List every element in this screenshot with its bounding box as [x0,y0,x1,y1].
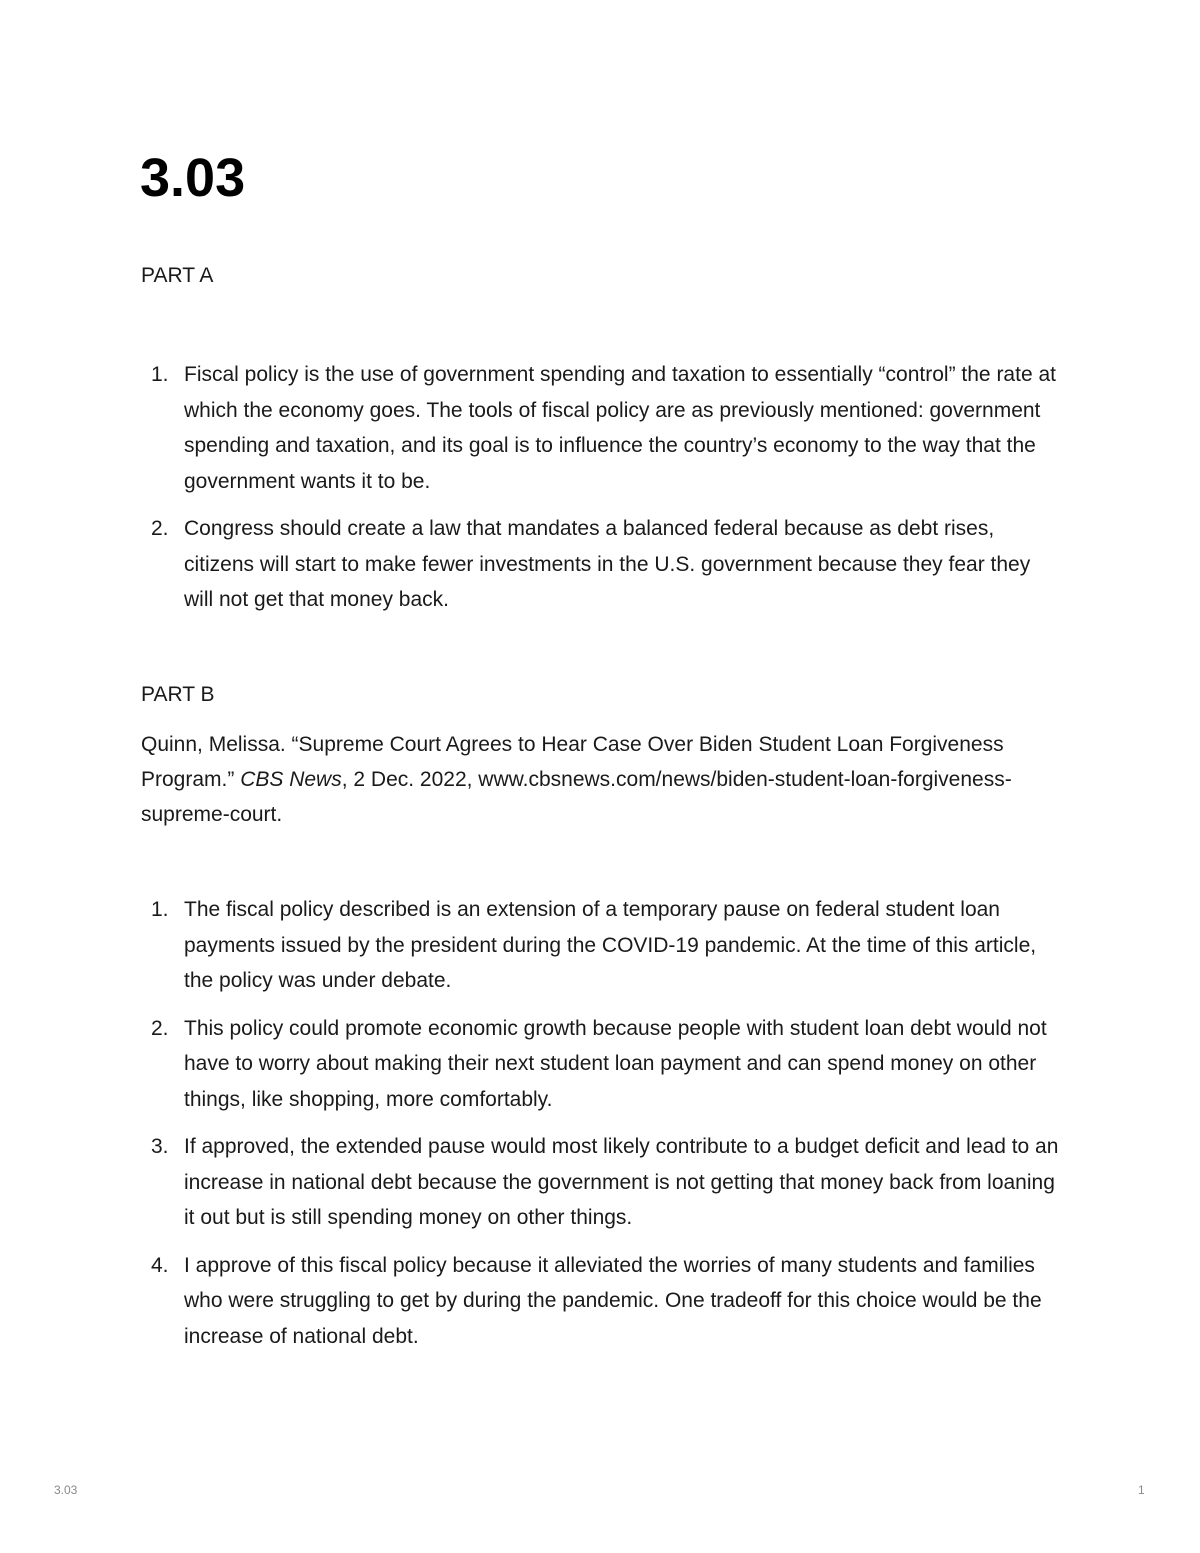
part-b-heading: PART B [141,683,215,706]
list-item-text: Congress should create a law that mandates a balanced federal because as debt rises, citizens will start to make fewer investments in the U.S. government because they fear they will not get that money back. [184,517,1031,611]
citation-text: Quinn, Melissa. “Supreme Court Agrees to Hear Case Over Biden Student Loan Forgiveness Program.” [141,733,1004,791]
list-item [141,1129,1061,1236]
list-item-number: 4. [151,1253,169,1277]
page-number: 1 [1138,1483,1145,1497]
citation-source: CBS News [240,768,342,791]
list-item-text: Fiscal policy is the use of government spending and taxation to essentially “control” the rate at which the economy goes. The tools of fiscal policy are as previously mentioned: government spending and taxation, and its goal is to influence the country’s economy to the way that the government wants it to be. [184,363,1056,493]
list-item [141,511,1061,618]
list-item-text: This policy could promote economic growth because people with student loan debt would not have to worry about making their next student loan payment and can spend money on other things, like shopping, more comfortably. [184,1016,1047,1111]
list-item-number: 2. [151,517,169,540]
list-item [141,357,1061,499]
list-item-text: I approve of this fiscal policy because it alleviated the worries of many students and families who were struggling to get by during the pandemic. One tradeoff for this choice would be the increase of national debt. [184,1253,1042,1348]
part-a-heading: PART A [141,264,214,287]
footer-title: 3.03 [54,1483,78,1497]
list-item-number: 2. [151,1016,169,1040]
list-item [141,1248,1061,1355]
list-item-number: 1. [151,363,169,386]
list-item [141,892,1061,999]
citation [141,727,1051,832]
list-item [141,1011,1061,1118]
list-item-number: 1. [151,898,169,921]
part-a-list [141,357,1061,630]
list-item-number: 3. [151,1135,169,1158]
citation-details: , 2 Dec. 2022, www.cbsnews.com/news/biden-student-loan-forgiveness-supreme-court. [141,768,1012,826]
document-title: 3.03 [140,148,246,208]
part-b-list [141,892,1061,1366]
list-item-text: If approved, the extended pause would most likely contribute to a budget deficit and lead to an increase in national debt because the government is not getting that money back from loaning it out but is still spending money on other things. [184,1135,1059,1229]
list-item-text: The fiscal policy described is an extension of a temporary pause on federal student loan payments issued by the president during the COVID-19 pandemic. At the time of this article, the policy was under debate. [184,898,1037,992]
